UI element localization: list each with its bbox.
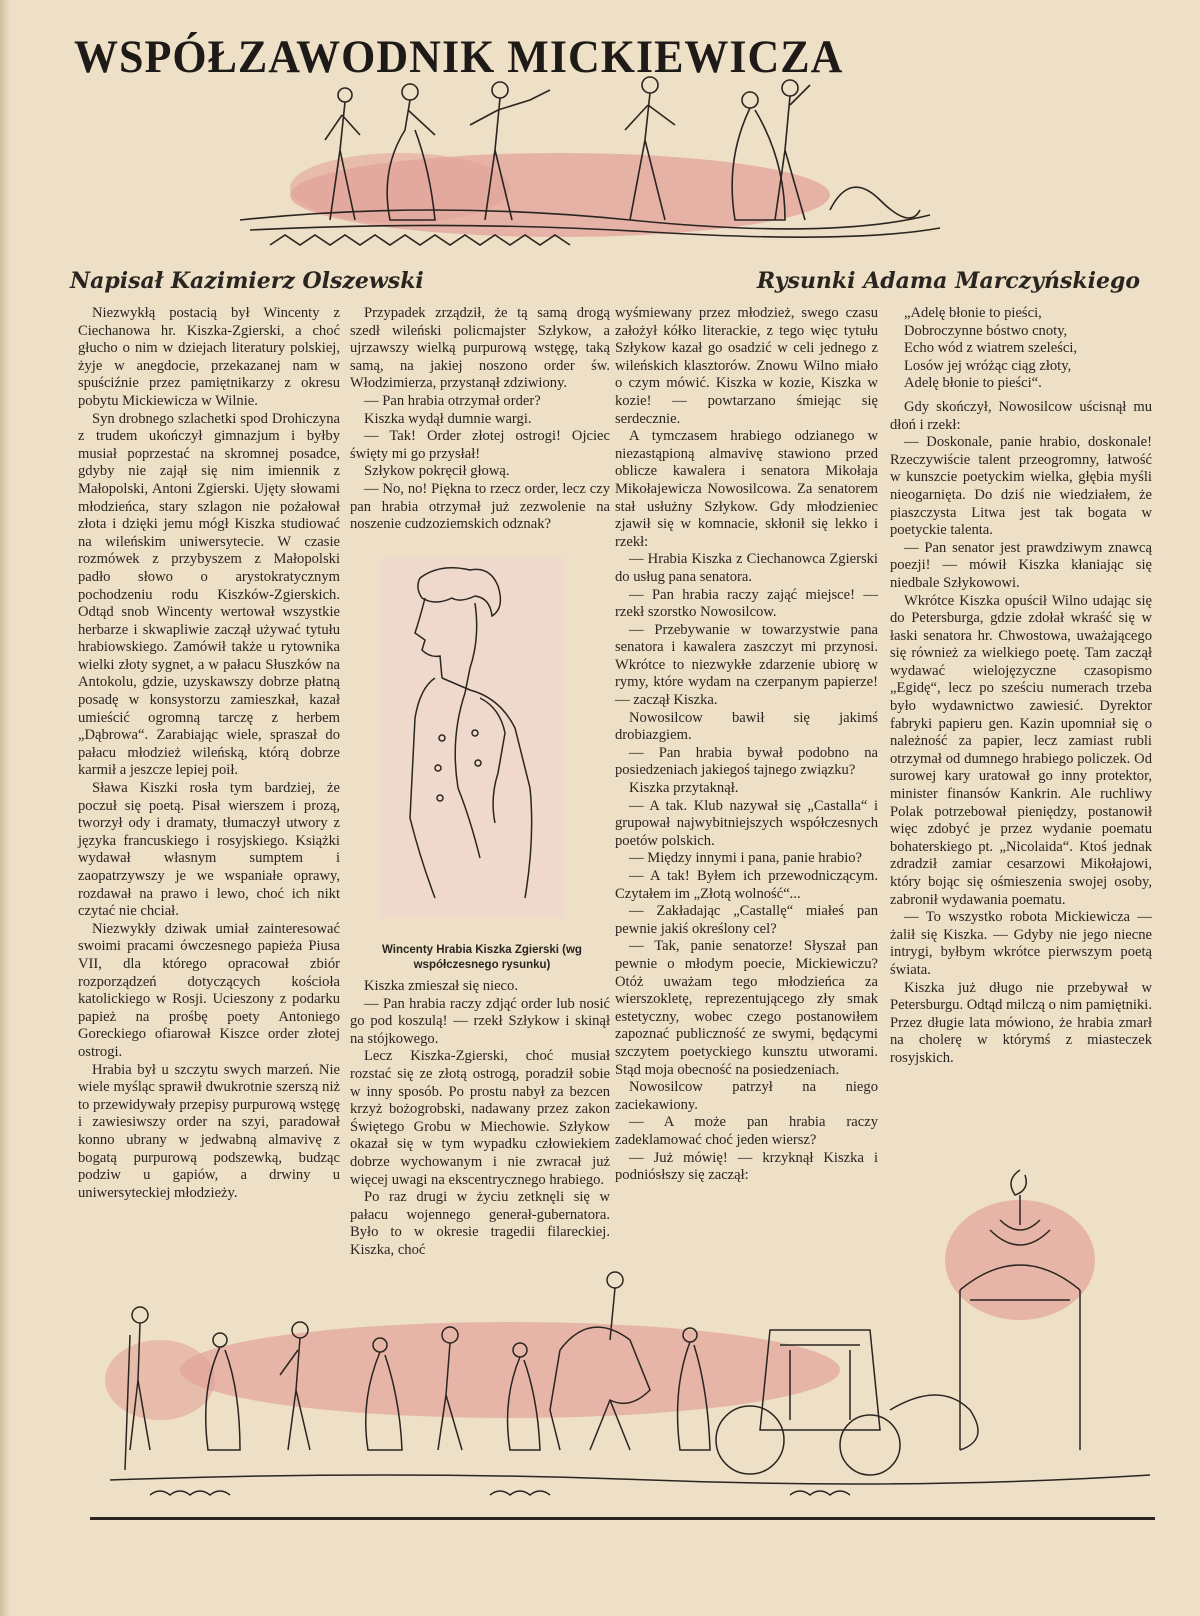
paragraph: — Tak! Order złotej ostrogi! Ojciec święty mi go przysłał! (350, 428, 610, 462)
poem-line: „Adelę błonie to pieści, (904, 305, 1042, 321)
paragraph: — Między innymi i pana, panie hrabio? (629, 850, 863, 867)
paragraph: — Doskonale, panie hrabio, doskonale! Rzeczywiście talent przeogromny, łatwość w kunszcie poetyckim wielka, głębia myśli nieogarnięta. Do dziś nie wiedziałem, że piaszczysta Litwa jest tak bogata w poetyckie talenta. (890, 434, 1152, 539)
paragraph: — A tak! Byłem ich przewodniczącym. Czytałem im „Złotą wolność“... (615, 868, 878, 902)
poem (904, 305, 1152, 393)
article-column-4 (890, 305, 1152, 1068)
paragraph: Sława Kiszki rosła tym bardziej, że poczuł się poetą. Pisał wierszem i prozą, tworzył ody i dramaty, tłumaczył utwory z języka francuskiego i rosyjskiego. Książki wydawał własnym sumptem i zaopatrzywszy je we wspaniałe oprawy, rozdawał na prawo i lewo, choć ich nikt czytać nie chciał. (78, 780, 340, 920)
paragraph: Kiszka już długo nie przebywał w Petersburgu. Odtąd milczą o nim pamiętniki. Przez długie lata mówiono, że hrabia zmarł na cholerę w którymś z miasteczek rosyjskich. (890, 979, 1152, 1066)
paragraph: Lecz Kiszka-Zgierski, choć musiał rozstać się ze złotą ostrogą, poradził sobie w inny sposób. Po prostu nabył za bezcen krzyż bożogrobski, nadawany przez zakon Świętego Grobu w Miechowie. Szłykow okazał się w tym wypadku człowiekiem dobrze wychowanym i nie zwracał już więcej uwagi na ekscentrycznego hrabiego. (350, 1048, 610, 1188)
bottom-rule (90, 1517, 1155, 1520)
paragraph: wyśmiewany przez młodzież, swego czasu założył kółko literackie, z tego więc tytułu Szłykow kazał go osadzić w celi jednego z wileńskich klasztorów. Znowu Wilno miało o czym mówić. Kiszka w kozie, Kiszka w kozie! — powtarzano śmiejąc się serdecznie. (615, 305, 878, 427)
paragraph: — Pan hrabia bywał podobno na posiedzeniach jakiegoś tajnego związku? (615, 744, 878, 779)
paragraph: — Tak, panie senatorze! Słyszał pan pewnie o młodym poecie, Mickiewiczu? Otóż uważam tego młodzieńca za wierszokletę, reprezentującego zły smak estetyczny, wobec czego postanowiłem zapoznać publiczność ze swymi, będącymi szczytem poetyckiego kunsztu utworami. Stąd moja obecność na posiedzeniach. (615, 938, 878, 1078)
paragraph: Kiszka przytaknął. (629, 780, 739, 797)
paragraph: Szłykow pokręcił głową. (364, 463, 510, 480)
paragraph: — Zakładając „Castallę“ miałeś pan pewnie jakiś określony cel? (615, 903, 878, 937)
top-illustration (230, 70, 950, 270)
bottom-illustration (90, 1150, 1170, 1510)
page-edge-shadow (0, 0, 10, 1616)
paragraph: Syn drobnego szlachetki spod Drohiczyna z trudem ukończył gimnazjum i byłby musiał poprzestać na skromnej posadce, gdyby nie zajął się nim imiennik z Małopolski, Antoni Zgierski. Ujęty słowami młodzieńca, stary szlagon nie pożałował złota i dzięki jemu mógł Kiszka studiować na wileńskim uniwersytecie. W czasie rozmówek z przybyszem z Małopolski padło słowo o arystokratycznym pochodzeniu rodu Kiszków-Zgierskich. Odtąd snob Wincenty wertował wszystkie herbarze i skwapliwie zaczął używać tytułu hrabiowskiego. Zamówił także u rytownika wielki złoty sygnet, a w pałacu Słuszków na Antokolu, gdzie, uzyskawszy dobrze płatną posadę w konsystorzu zamieszkał, kazał umieścić ogromną tarczę z herbem „Dąbrowa“. Zarabiając wiele, spraszał do pałacu młodzież wileńską, którą dobrze karmił a jeszcze lepiej poił. (78, 410, 340, 779)
paragraph: Niezwykłą postacią był Wincenty z Ciechanowa hr. Kiszka-Zgierski, a choć głucho o nim w dziejach literatury polskiej, żyje w anegdocie, przekazanej nam w spuściźnie przez pamiętnikarzy z okresu pobytu Mickiewicza w Wilnie. (78, 305, 340, 409)
paragraph: — Pan hrabia raczy zająć miejsce! — rzekł szorstko Nowosilcow. (615, 586, 878, 621)
paragraph: Wkrótce Kiszka opuścił Wilno udając się do Petersburga, gdzie zdołał wkraść się w łaski senatora hr. Chwostowa, uważającego się również za wielkiego poetę. Tam zaczął wydawać wielojęzyczne czasopismo „Egidę“, lecz po sześciu numerach trzeba było wydawnictwo zawiesić. Dyrektor fabryki papieru gen. Kazin upomniał się o należność za papier, lecz zamiast rubli otrzymał od dumnego hrabiego policzek. Od surowej kary uratował go inny protektor, minister finansów Kankrin. Ale ruchliwy Polak potrzebował pieniędzy, postanowił więc zdobyć je przez wydanie poematu bohaterskiego pt. „Nicolaida“. Ktoś jednak zdradził zamiar cesarzowi Mikołajowi, który bojąc się ośmieszenia swojej osoby, zabronił wydawania poematu. (890, 592, 1152, 908)
paragraph: A tymczasem hrabiego odzianego w niezastąpioną almavivę stawiono przed oblicze kawalera i senatora Mikołaja Mikołajewicza Nowosilcowa. Za senatorem stał usłużny Szłykow. Gdy młodzieniec zjawił się w komnacie, skłonił się lekko i rzekł: (615, 428, 878, 550)
byline-author: Napisał Kazimierz Olszewski (70, 268, 424, 294)
paragraph: — Przebywanie w towarzystwie pana senatora i kawalera zaszczyt mi przynosi. Wkrótce to niezwykłe zdarzenie ubiorę w rymy, które wydam na czerpanym papierze! — zaczął Kiszka. (615, 621, 878, 709)
portrait-caption: Wincenty Hrabia Kiszka Zgierski (wg współczesnego rysunku) (382, 944, 582, 971)
paragraph: — Pan hrabia otrzymał order? (364, 392, 541, 409)
paragraph: — Hrabia Kiszka z Ciechanowca Zgierski do usług pana senatora. (615, 551, 878, 585)
byline-illustrator: Rysunki Adama Marczyńskiego (756, 268, 1140, 294)
paragraph: Kiszka wydął dumnie wargi. (364, 410, 532, 427)
poem-line: Losów jej wróżąc ciąg złoty, (904, 357, 1072, 374)
article-title: WSPÓŁZAWODNIK MICKIEWICZA (74, 31, 844, 83)
poem-line: Dobroczynne bóstwo cnoty, (904, 322, 1068, 339)
paragraph: — A tak. Klub nazywał się „Castalla“ i grupował najwybitniejszych współczesnych poetów polskich. (615, 797, 878, 849)
paragraph: Nowosilcow patrzył na niego zaciekawiony. (615, 1079, 878, 1113)
article-column-2 (350, 305, 610, 534)
paragraph: — Już mówię! — krzyknął Kiszka i podniósłszy się zaczął: (615, 1149, 878, 1184)
paragraph: — A może pan hrabia raczy zadeklamować choć jeden wiersz? (615, 1114, 878, 1148)
portrait-illustration (380, 558, 565, 918)
paragraph: Gdy skończył, Nowosilcow uścisnął mu dłoń i rzekł: (890, 398, 1152, 433)
poem-line: Echo wód z wiatrem szeleści, (904, 340, 1078, 357)
paragraph: Przypadek zrządził, że tą samą drogą szedł wileński policmajster Szłykow, a ujrzawszy wielką purpurową wstęgę, taką samą, na jakiej noszono order św. Włodzimierza, przystanął zdziwiony. (350, 305, 610, 392)
portrait-sketch (380, 558, 565, 918)
paragraph: Nowosilcow bawił się jakimś drobiazgiem. (615, 709, 878, 744)
paragraph: — Pan hrabia raczy zdjąć order lub nosić go pod koszulą! — rzekł Szłykow i skinął na stójkowego. (350, 995, 610, 1047)
paragraph: Niezwykły dziwak umiał zainteresować swoimi pracami ówczesnego papieża Piusa VII, dla którego opracował zbiór rozporządzeń dotyczących kościoła katolickiego w Rosji. Ucieszony z podarku papież na prośbę poety Antoniego Goreckiego ofiarował Kiszce order złotej ostrogi. (78, 920, 340, 1060)
paragraph: — Pan senator jest prawdziwym znawcą poezji! — mówił Kiszka kłaniając się niedbale Szłykowowi. (890, 539, 1152, 591)
article-column-3 (615, 305, 878, 1185)
paragraph: — No, no! Piękna to rzecz order, lecz czy pan hrabia otrzymał już zezwolenie na noszenie cudzoziemskich odznak? (350, 480, 610, 533)
paragraph: Kiszka zmieszał się nieco. (364, 978, 518, 994)
paragraph: — To wszystko robota Mickiewicza — żalił się Kiszka. — Gdyby nie jego niecne intrygi, byłbym wkrótce pierwszym poetą świata. (890, 909, 1152, 978)
paragraph: Hrabia był u szczytu swych marzeń. Nie wiele myśląc sprawił dwukrotnie szerszą niż to przewidywały przepisy purpurową wstęgę i zawiesiwszy order na szyi, paradował konno ubrany w jedwabną almavivę z bogatą purpurową podszewką, budząc podziw u gapiów, a drwiny u uniwersyteckiej młodzieży. (78, 1061, 340, 1201)
paragraph: Po raz drugi w życiu zetknęli się w pałacu wojennego generał-gubernatora. Było to w okresie tragedii filareckiej. Kiszka, choć (350, 1189, 610, 1258)
article-column-1 (78, 305, 340, 1202)
poem-line: Adelę błonie to pieści“. (904, 375, 1042, 392)
